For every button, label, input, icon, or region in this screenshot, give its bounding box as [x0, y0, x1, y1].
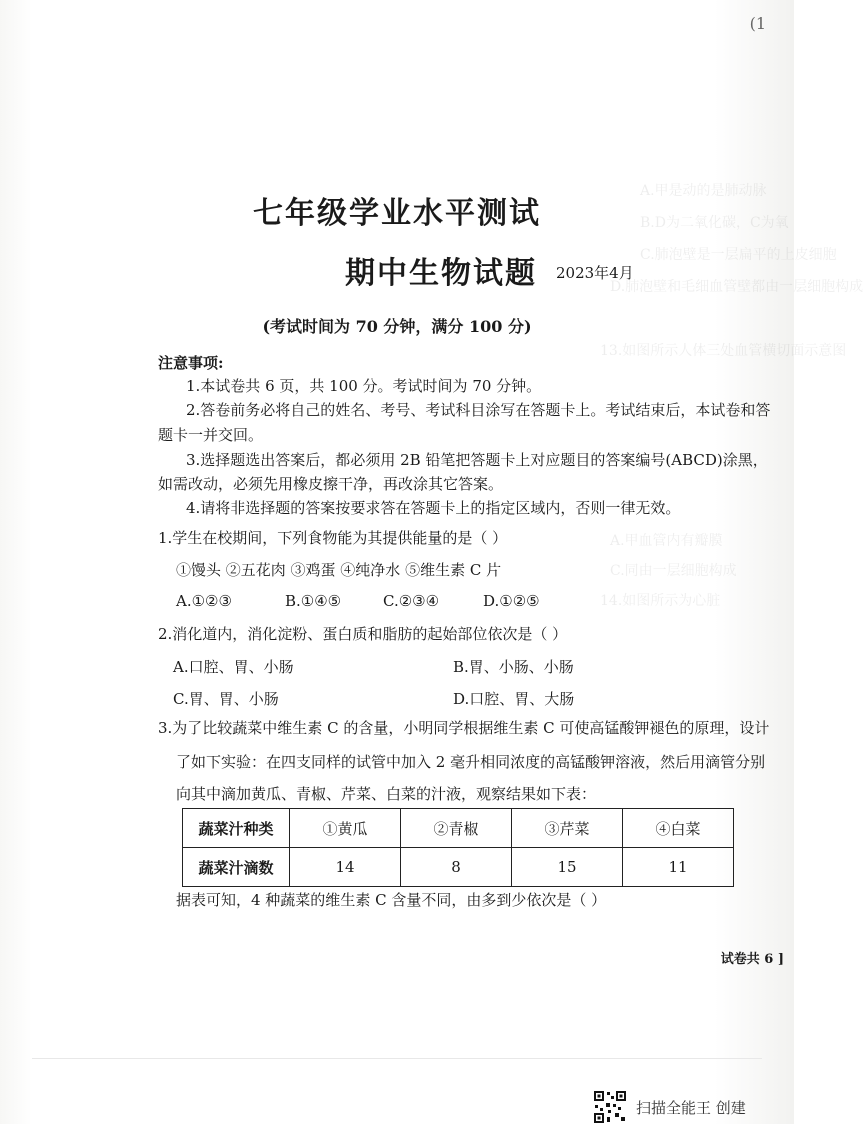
question-2-option-b: B.胃、小肠、小肠	[453, 658, 574, 676]
bleed-through-text: C.肺泡壁是一层扁平的上皮细胞	[640, 247, 837, 263]
table-row	[183, 848, 734, 887]
table-cell: ②青椒	[401, 809, 512, 848]
question-2-option-d: D.口腔、胃、大肠	[453, 690, 575, 708]
corner-mark: (1	[749, 14, 766, 33]
bleed-through-text: C.同由一层细胞构成	[610, 563, 737, 579]
exam-title: 七年级学业水平测试	[253, 196, 541, 231]
note-item: 2.答卷前务必将自己的姓名、考号、考试科目涂写在答题卡上。考试结束后，本试卷和答	[186, 401, 771, 419]
table-cell: 11	[623, 848, 734, 887]
question-3-conclusion: 据表可知，4 种蔬菜的维生素 C 含量不同，由多到少依次是（ ）	[176, 891, 607, 909]
notes-heading: 注意事项:	[158, 354, 224, 372]
note-item: 如需改动，必须先用橡皮擦干净，再改涂其它答案。	[158, 475, 504, 493]
question-1-option-b: B.①④⑤	[285, 592, 342, 610]
table-row	[183, 809, 734, 848]
vegetable-juice-table	[182, 808, 734, 887]
question-1-option-c: C.②③④	[383, 592, 440, 610]
exam-info: (考试时间为 70 分钟，满分 100 分)	[262, 317, 532, 336]
table-row-header: 蔬菜汁滴数	[183, 848, 290, 887]
table-cell: 14	[290, 848, 401, 887]
table-cell: ③芹菜	[512, 809, 623, 848]
note-item: 题卡一并交回。	[158, 426, 264, 444]
note-item: 3.选择题选出答案后，都必须用 2B 铅笔把答题卡上对应题目的答案编号(ABCD)涂黑，	[186, 451, 768, 469]
bleed-through-text: A.甲是动的是肺动脉	[640, 183, 767, 199]
table-cell: ④白菜	[623, 809, 734, 848]
question-1-stem: 1.学生在校期间，下列食物能为其提供能量的是（ ）	[158, 529, 508, 547]
bleed-through-text: 14.如图所示为心脏	[600, 593, 721, 609]
exam-date: 2023年4月	[556, 264, 634, 282]
question-2-stem: 2.消化道内，消化淀粉、蛋白质和脂肪的起始部位依次是（ ）	[158, 625, 568, 643]
bleed-through-text: 13.如图所示人体三处血管横切面示意图	[600, 343, 847, 359]
page-count-note: 试卷共 6 ]	[720, 952, 784, 967]
question-3-stem-line: 了如下实验：在四支同样的试管中加入 2 毫升相同浓度的高锰酸钾溶液，然后用滴管分别	[176, 753, 766, 771]
note-item: 1.本试卷共 6 页，共 100 分。考试时间为 70 分钟。	[186, 377, 542, 395]
divider	[32, 1058, 762, 1059]
qr-code-icon	[593, 1090, 627, 1124]
table-row-header: 蔬菜汁种类	[183, 809, 290, 848]
table-cell: 15	[512, 848, 623, 887]
scanner-brand: 扫描全能王 创建	[636, 1099, 746, 1117]
question-2-option-a: A.口腔、胃、小肠	[173, 658, 294, 676]
exam-subtitle: 期中生物试题	[345, 256, 537, 291]
table-cell: 8	[401, 848, 512, 887]
bleed-through-text: B.D为二氧化碳，C为氧	[640, 215, 789, 231]
table-cell: ①黄瓜	[290, 809, 401, 848]
bleed-through-text: A.甲血管内有瓣膜	[610, 533, 723, 549]
question-2-option-c: C.胃、胃、小肠	[173, 690, 279, 708]
bleed-through-text: D.肺泡壁和毛细血管壁都由一层细胞构成	[610, 279, 863, 295]
question-3-stem-line: 3.为了比较蔬菜中维生素 C 的含量，小明同学根据维生素 C 可使高锰酸钾褪色的原理，设计	[158, 719, 770, 737]
question-1-food-list: ①馒头 ②五花肉 ③鸡蛋 ④纯净水 ⑤维生素 C 片	[176, 561, 502, 579]
question-1-option-a: A.①②③	[176, 592, 232, 610]
question-1-option-d: D.①②⑤	[483, 592, 540, 610]
question-3-stem-line: 向其中滴加黄瓜、青椒、芹菜、白菜的汁液，观察结果如下表：	[176, 785, 597, 803]
note-item: 4.请将非选择题的答案按要求答在答题卡上的指定区域内，否则一律无效。	[186, 499, 681, 517]
